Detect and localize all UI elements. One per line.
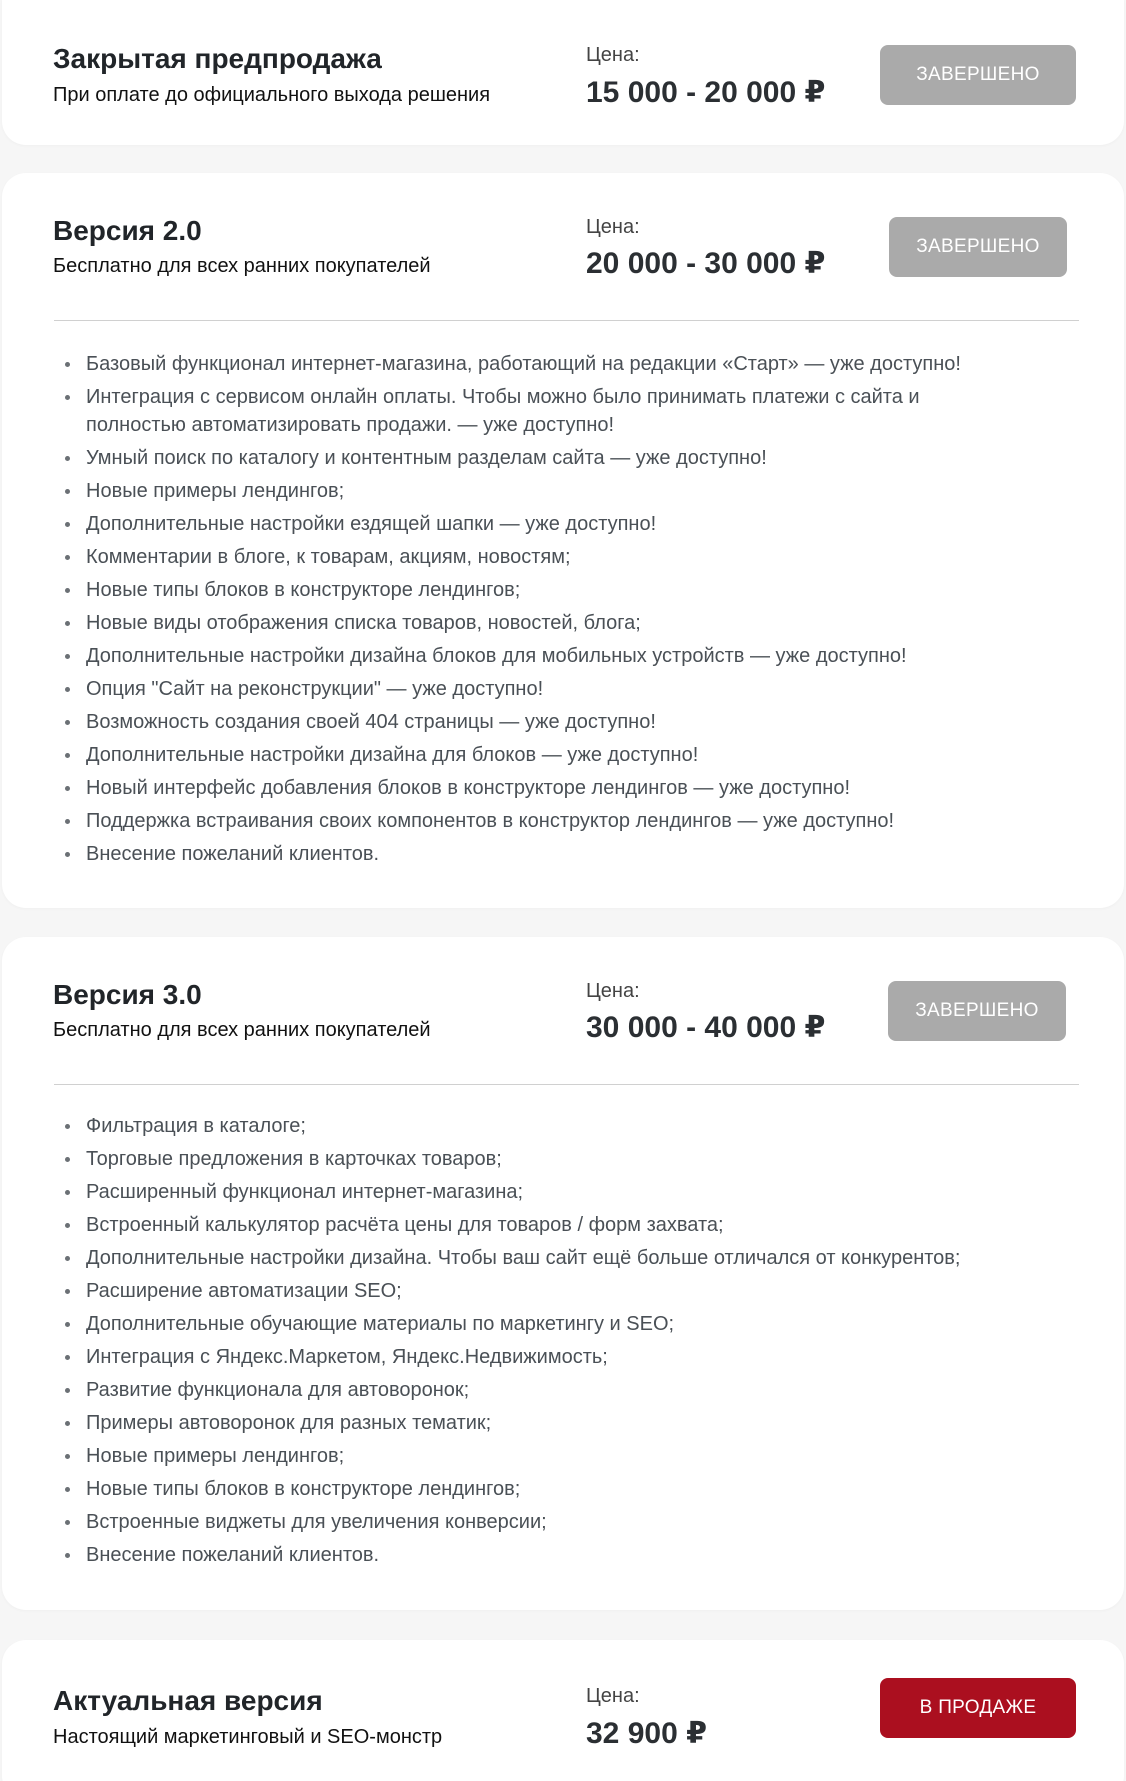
bullet-icon <box>65 456 70 461</box>
list-item: Дополнительные настройки дизайна. Чтобы ваш сайт ещё больше отличался от конкурентов; <box>55 1244 960 1272</box>
list-item: Примеры автоворонок для разных тематик; <box>55 1409 960 1437</box>
status-button-done[interactable]: ЗАВЕРШЕНО <box>889 217 1067 277</box>
list-item: Умный поиск по каталогу и контентным разделам сайта — уже доступно! <box>55 444 961 472</box>
price-label: Цена: <box>586 1685 640 1707</box>
list-item: Новые виды отображения списка товаров, новостей, блога; <box>55 609 961 637</box>
feature-list <box>55 350 961 873</box>
bullet-icon <box>65 1421 70 1426</box>
bullet-icon <box>65 852 70 857</box>
list-item: Новый интерфейс добавления блоков в конструкторе лендингов — уже доступно! <box>55 774 961 802</box>
list-item: Встроенный калькулятор расчёта цены для товаров / форм захвата; <box>55 1211 960 1239</box>
list-item: Новые типы блоков в конструкторе лендингов; <box>55 1475 960 1503</box>
list-item: Новые типы блоков в конструкторе лендингов; <box>55 576 961 604</box>
bullet-icon <box>65 753 70 758</box>
price-value: 30 000 - 40 000 ₽ <box>586 1011 826 1044</box>
bullet-icon <box>65 522 70 527</box>
list-item: Торговые предложения в карточках товаров; <box>55 1145 960 1173</box>
price-label: Цена: <box>586 980 640 1002</box>
price-label: Цена: <box>586 44 640 66</box>
card-current-version <box>2 1640 1124 1781</box>
list-item: Фильтрация в каталоге; <box>55 1112 960 1140</box>
status-button-done[interactable]: ЗАВЕРШЕНО <box>888 981 1066 1041</box>
list-item: Базовый функционал интернет-магазина, работающий на редакции «Старт» — уже доступно! <box>55 350 961 378</box>
bullet-icon <box>65 1157 70 1162</box>
card-subtitle: Бесплатно для всех ранних покупателей <box>53 1019 431 1041</box>
bullet-icon <box>65 786 70 791</box>
bullet-icon <box>65 1223 70 1228</box>
bullet-icon <box>65 1454 70 1459</box>
list-item: Дополнительные настройки ездящей шапки — уже доступно! <box>55 510 961 538</box>
card-subtitle: При оплате до официального выхода решения <box>53 84 491 106</box>
bullet-icon <box>65 1355 70 1360</box>
bullet-icon <box>65 1190 70 1195</box>
list-item: Дополнительные настройки дизайна блоков для мобильных устройств — уже доступно! <box>55 642 961 670</box>
card-presale <box>2 0 1124 145</box>
list-item: Внесение пожеланий клиентов. <box>55 840 961 868</box>
list-item: Поддержка встраивания своих компонентов в конструктор лендингов — уже доступно! <box>55 807 961 835</box>
bullet-icon <box>65 1256 70 1261</box>
price-value: 15 000 - 20 000 ₽ <box>586 76 826 109</box>
list-item: Развитие функционала для автоворонок; <box>55 1376 960 1404</box>
bullet-icon <box>65 1487 70 1492</box>
card-title: Актуальная версия <box>53 1685 323 1716</box>
list-item: Дополнительные обучающие материалы по маркетингу и SEO; <box>55 1310 960 1338</box>
list-item: Встроенные виджеты для увеличения конверсии; <box>55 1508 960 1536</box>
list-item: Новые примеры лендингов; <box>55 1442 960 1470</box>
list-item: Внесение пожеланий клиентов. <box>55 1541 960 1569</box>
card-title: Закрытая предпродажа <box>53 43 382 74</box>
bullet-icon <box>65 395 70 400</box>
card-subtitle: Настоящий маркетинговый и SEO-монстр <box>53 1726 443 1748</box>
bullet-icon <box>65 720 70 725</box>
feature-list <box>55 1112 960 1574</box>
price-value: 20 000 - 30 000 ₽ <box>586 247 826 280</box>
list-item: Опция "Сайт на реконструкции" — уже доступно! <box>55 675 961 703</box>
card-subtitle: Бесплатно для всех ранних покупателей <box>53 255 431 277</box>
card-version-2 <box>2 173 1124 908</box>
divider <box>54 320 1079 321</box>
bullet-icon <box>65 621 70 626</box>
list-item: Интеграция с сервисом онлайн оплаты. Чтобы можно было принимать платежи с сайта и <box>55 383 961 411</box>
bullet-icon <box>65 1553 70 1558</box>
card-title: Версия 3.0 <box>53 979 202 1010</box>
status-button-done[interactable]: ЗАВЕРШЕНО <box>880 45 1076 105</box>
price-label: Цена: <box>586 216 640 238</box>
list-item: Расширенный функционал интернет-магазина; <box>55 1178 960 1206</box>
bullet-icon <box>65 489 70 494</box>
price-value: 32 900 ₽ <box>586 1717 707 1750</box>
bullet-icon <box>65 1124 70 1129</box>
bullet-icon <box>65 819 70 824</box>
bullet-icon <box>65 1388 70 1393</box>
bullet-icon <box>65 687 70 692</box>
bullet-icon <box>65 1289 70 1294</box>
bullet-icon <box>65 1520 70 1525</box>
list-item: Расширение автоматизации SEO; <box>55 1277 960 1305</box>
list-item-continuation: полностью автоматизировать продажи. — уже доступно! <box>86 414 615 436</box>
list-item: Дополнительные настройки дизайна для блоков — уже доступно! <box>55 741 961 769</box>
card-title: Версия 2.0 <box>53 215 202 246</box>
list-item: Новые примеры лендингов; <box>55 477 961 505</box>
bullet-icon <box>65 654 70 659</box>
bullet-icon <box>65 362 70 367</box>
buy-button[interactable]: В ПРОДАЖЕ <box>880 1678 1076 1738</box>
card-version-3 <box>2 937 1124 1610</box>
divider <box>54 1084 1079 1085</box>
bullet-icon <box>65 555 70 560</box>
bullet-icon <box>65 588 70 593</box>
list-item: Комментарии в блоге, к товарам, акциям, новостям; <box>55 543 961 571</box>
bullet-icon <box>65 1322 70 1327</box>
list-item: Возможность создания своей 404 страницы — уже доступно! <box>55 708 961 736</box>
list-item: Интеграция с Яндекс.Маркетом, Яндекс.Недвижимость; <box>55 1343 960 1371</box>
